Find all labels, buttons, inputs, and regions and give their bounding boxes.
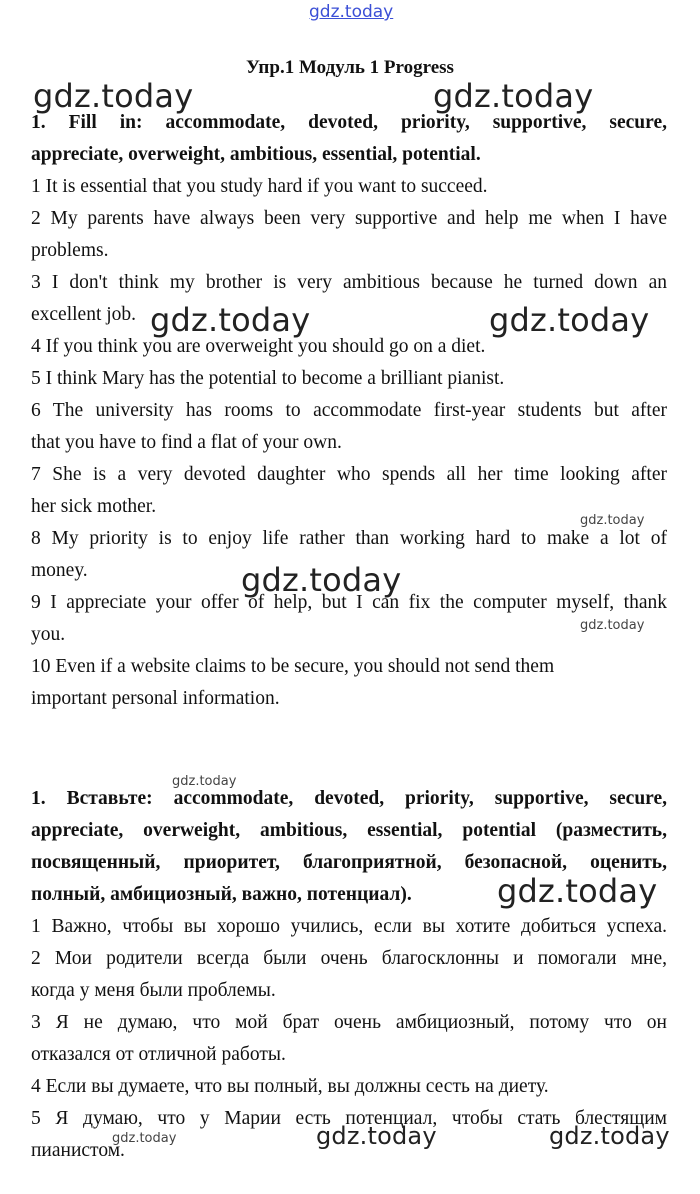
watermark: gdz.today	[33, 77, 194, 115]
exercise-heading-line: посвященный, приоритет, благоприятной, безопасной, оценить,	[31, 852, 667, 873]
exercise-line: когда у меня были проблемы.	[31, 980, 276, 1001]
exercise-line: money.	[31, 560, 88, 581]
exercise-line: 9 I appreciate your offer of help, but I can fix the computer myself, thank	[31, 592, 667, 613]
watermark: gdz.today	[316, 1122, 437, 1150]
exercise-line: that you have to find a flat of your own.	[31, 432, 342, 453]
watermark: gdz.today	[150, 301, 311, 339]
exercise-line: excellent job.	[31, 304, 137, 325]
watermark: gdz.today	[549, 1122, 670, 1150]
exercise-line: 8 My priority is to enjoy life rather than working hard to make a lot of	[31, 528, 667, 549]
watermark: gdz.today	[172, 774, 237, 789]
exercise-line: отказался от отличной работы.	[31, 1044, 286, 1065]
watermark: gdz.today	[580, 618, 645, 633]
english-exercise	[31, 107, 667, 715]
exercise-line: you.	[31, 624, 66, 645]
exercise-heading-line: 1. Вставьте: accommodate, devoted, priority, supportive, secure,	[31, 788, 667, 809]
watermark: gdz.today	[580, 513, 645, 528]
exercise-line: 2 Мои родители всегда были очень благосклонны и помогали мне,	[31, 948, 667, 969]
exercise-line: 4 Если вы думаете, что вы полный, вы должны сесть на диету.	[31, 1076, 549, 1097]
exercise-line: 3 I don't think my brother is very ambitious because he turned down an	[31, 272, 667, 293]
exercise-line: 1 Важно, чтобы вы хорошо учились, если вы хотите добиться успеха.	[31, 916, 667, 937]
russian-exercise	[31, 783, 667, 1167]
watermark: gdz.today	[241, 561, 402, 599]
watermark: gdz.today	[497, 872, 658, 910]
watermark-top-link[interactable]: gdz.today	[309, 2, 394, 22]
exercise-line: 5 Я думаю, что у Марии есть потенциал, чтобы стать блестящим	[31, 1108, 667, 1129]
exercise-heading-line: appreciate, overweight, ambitious, essential, potential (разместить,	[31, 820, 667, 841]
exercise-line: 5 I think Mary has the potential to become a brilliant pianist.	[31, 368, 505, 389]
exercise-line: 10 Even if a website claims to be secure, you should not send them	[31, 656, 555, 677]
exercise-line: 1 It is essential that you study hard if you want to succeed.	[31, 176, 488, 197]
exercise-line: 2 My parents have always been very supportive and help me when I have	[31, 208, 667, 229]
exercise-line: 7 She is a very devoted daughter who spends all her time looking after	[31, 464, 667, 485]
exercise-line: 3 Я не думаю, что мой брат очень амбициозный, потому что он	[31, 1012, 667, 1033]
exercise-line: her sick mother.	[31, 496, 157, 517]
exercise-line: important personal information.	[31, 688, 280, 709]
watermark: gdz.today	[433, 77, 594, 115]
page-title: Упр.1 Модуль 1 Progress	[246, 57, 454, 78]
exercise-line: 6 The university has rooms to accommodate first-year students but after	[31, 400, 667, 421]
exercise-line: пианистом.	[31, 1140, 125, 1161]
watermark: gdz.today	[489, 301, 650, 339]
exercise-heading-line: 1. Fill in: accommodate, devoted, priority, supportive, secure,	[31, 112, 667, 133]
watermark: gdz.today	[112, 1131, 177, 1146]
exercise-line: problems.	[31, 240, 109, 261]
exercise-heading-line: полный, амбициозный, важно, потенциал).	[31, 884, 412, 905]
exercise-line: 4 If you think you are overweight you should go on a diet.	[31, 336, 486, 357]
exercise-heading-line: appreciate, overweight, ambitious, essential, potential.	[31, 144, 481, 165]
